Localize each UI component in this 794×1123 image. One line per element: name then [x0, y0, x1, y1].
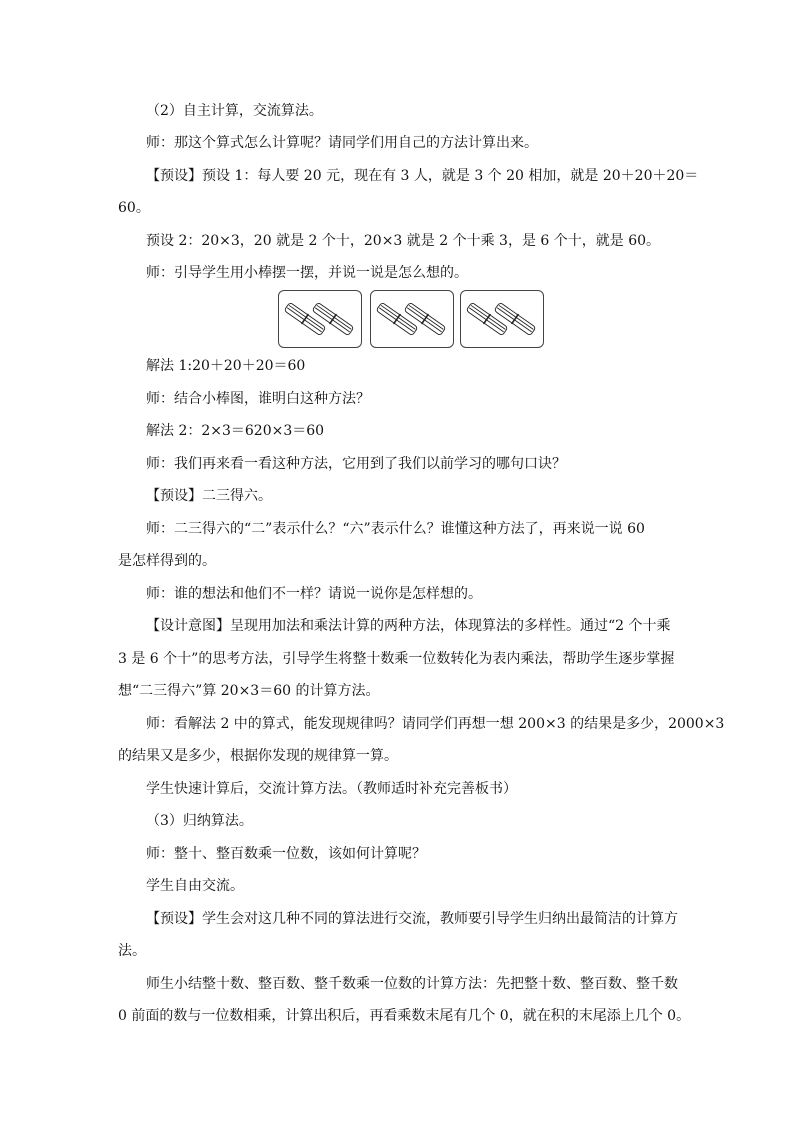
- teacher-line: 师：引导学生用小棒摆一摆，并说一说是怎么想的。: [146, 265, 468, 281]
- preset-2-line: 预设 2：20×3，20 就是 2 个十，20×3 就是 2 个十乘 3，是 6 个十，就是 60。: [146, 233, 661, 249]
- sticks-figure: [278, 290, 544, 348]
- stick-group: [278, 290, 362, 348]
- teacher-line: 师：那这个算式怎么计算呢？请同学们用自己的方法计算出来。: [146, 135, 538, 151]
- stick-bundle-icon: [371, 291, 453, 347]
- teacher-line: 师：整十、整百数乘一位数，该如何计算呢？: [146, 846, 426, 862]
- solution-1: 解法 1:20＋20＋20＝60: [146, 358, 306, 374]
- design-intent: 【设计意图】呈现用加法和乘法计算的两种方法，体现算法的多样性。通过“2 个十乘: [146, 618, 671, 634]
- teacher-line: 师：二三得六的“二”表示什么？“六”表示什么？谁懂这种方法了，再来说一说 60: [146, 521, 645, 537]
- section-heading-2: （2）自主计算，交流算法。: [146, 103, 323, 119]
- stick-group: [460, 290, 544, 348]
- teacher-line-cont: 的结果又是多少，根据你发现的规律算一算。: [118, 748, 398, 764]
- design-intent-cont: 想“二三得六”算 20×3＝60 的计算方法。: [118, 683, 380, 699]
- teacher-line: 师：我们再来看一看这种方法，它用到了我们以前学习的哪句口诀？: [146, 456, 566, 472]
- summary-line-cont: 0 前面的数与一位数相乘，计算出积后，再看乘数末尾有几个 0，就在积的末尾添上几个 0。: [118, 1008, 691, 1024]
- section-heading-3: （3）归纳算法。: [146, 813, 253, 829]
- preset-line-cont: 法。: [118, 943, 146, 959]
- design-intent-cont: 3 是 6 个十”的思考方法，引导学生将整十数乘一位数转化为表内乘法，帮助学生逐步掌握: [118, 651, 675, 667]
- stick-bundle-icon: [279, 291, 361, 347]
- teacher-line: 师：结合小棒图，谁明白这种方法？: [146, 391, 370, 407]
- preset-line: 【预设】学生会对这几种不同的算法进行交流，教师要引导学生归纳出最简洁的计算方: [146, 911, 678, 927]
- student-line: 学生快速计算后，交流计算方法。（教师适时补充完善板书）: [146, 781, 517, 797]
- preset-line-cont: 60。: [118, 200, 150, 216]
- student-line: 学生自由交流。: [146, 878, 244, 894]
- teacher-line-cont: 是怎样得到的。: [118, 553, 216, 569]
- teacher-line: 师：谁的想法和他们不一样？请说一说你是怎样想的。: [146, 586, 482, 602]
- stick-bundle-icon: [461, 291, 543, 347]
- solution-2: 解法 2：2×3＝620×3＝60: [146, 423, 325, 439]
- teacher-line: 师：看解法 2 中的算式，能发现规律吗？请同学们再想一想 200×3 的结果是多少，2000×3: [146, 716, 725, 732]
- preset-line: 【预设】二三得六。: [146, 488, 272, 504]
- preset-line: 【预设】预设 1：每人要 20 元，现在有 3 人，就是 3 个 20 相加，就是 20＋20＋20＝: [146, 168, 699, 184]
- summary-line: 师生小结整十数、整百数、整千数乘一位数的计算方法：先把整十数、整百数、整千数: [146, 976, 678, 992]
- stick-group: [370, 290, 454, 348]
